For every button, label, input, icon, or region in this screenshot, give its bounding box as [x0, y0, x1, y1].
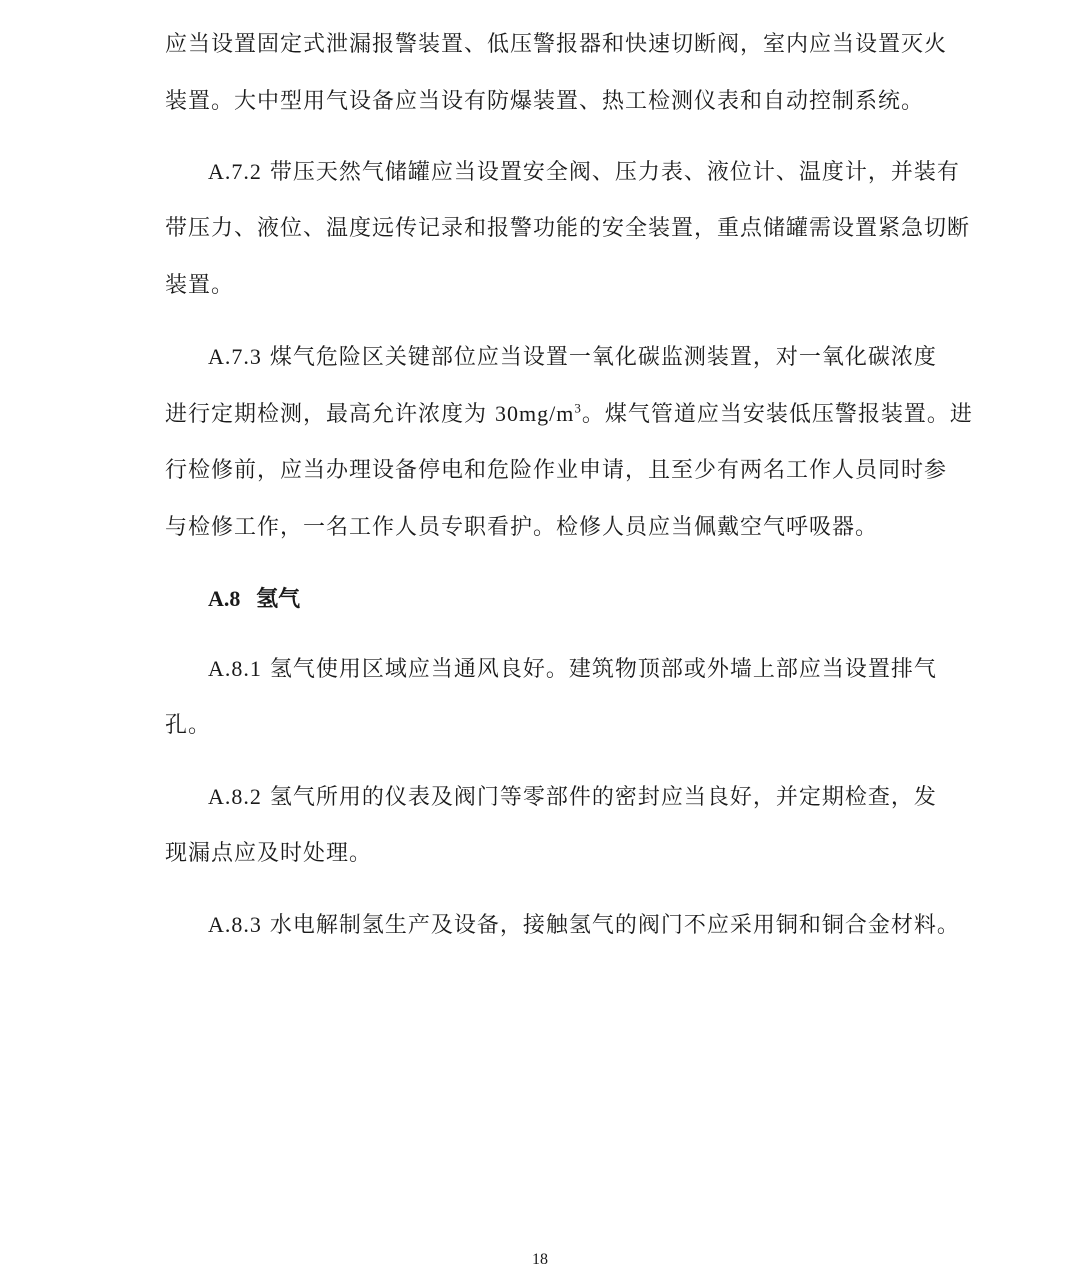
paragraph-line: 行检修前，应当办理设备停电和危险作业申请，且至少有两名工作人员同时参 — [165, 458, 948, 483]
paragraph-line: 与检修工作，一名工作人员专职看护。检修人员应当佩戴空气呼吸器。 — [165, 515, 879, 540]
unit-exponent: 3 — [574, 400, 582, 416]
concentration-value: 30mg/m — [495, 401, 575, 426]
clause-number: A.7.3 — [208, 344, 262, 369]
clause-a8-2-first-line — [208, 782, 937, 813]
clause-a8-3-first-line — [208, 910, 960, 941]
clause-number: A.7.2 — [208, 159, 262, 184]
section-title: 氢气 — [256, 587, 301, 612]
clause-number: A.8.3 — [208, 912, 262, 937]
paragraph-line: 孔。 — [165, 713, 212, 738]
paragraph-line: 带压力、液位、温度远传记录和报警功能的安全装置，重点储罐需设置紧急切断 — [165, 216, 971, 241]
paragraph-line: 应当设置固定式泄漏报警装置、低压警报器和快速切断阀，室内应当设置灭火 — [165, 32, 948, 57]
clause-text: 煤气危险区关键部位应当设置一氧化碳监测装置，对一氧化碳浓度 — [269, 345, 937, 370]
clause-text: 水电解制氢生产及设备，接触氢气的阀门不应采用铜和铜合金材料。 — [269, 913, 960, 938]
clause-text: 氢气所用的仪表及阀门等零部件的密封应当良好，并定期检查，发 — [269, 785, 937, 810]
section-number: A.8 — [208, 586, 241, 611]
paragraph-line: 现漏点应及时处理。 — [165, 841, 373, 866]
clause-number: A.8.2 — [208, 784, 262, 809]
section-heading-a8 — [208, 584, 300, 615]
page-number: 18 — [532, 1251, 548, 1268]
paragraph-line: 装置。 — [165, 273, 235, 298]
clause-text: 氢气使用区域应当通风良好。建筑物顶部或外墙上部应当设置排气 — [269, 657, 937, 682]
paragraph-line — [165, 399, 973, 430]
text-segment: 进行定期检测，最高允许浓度为 — [165, 402, 488, 427]
clause-text: 带压天然气储罐应当设置安全阀、压力表、液位计、温度计，并装有 — [269, 160, 960, 185]
clause-a7-2-first-line — [208, 157, 960, 188]
clause-number: A.8.1 — [208, 656, 262, 681]
clause-a7-3-first-line — [208, 342, 937, 373]
clause-a8-1-first-line — [208, 654, 937, 685]
paragraph-line: 装置。大中型用气设备应当设有防爆装置、热工检测仪表和自动控制系统。 — [165, 89, 925, 114]
text-segment: 。煤气管道应当安装低压警报装置。进 — [581, 402, 973, 427]
